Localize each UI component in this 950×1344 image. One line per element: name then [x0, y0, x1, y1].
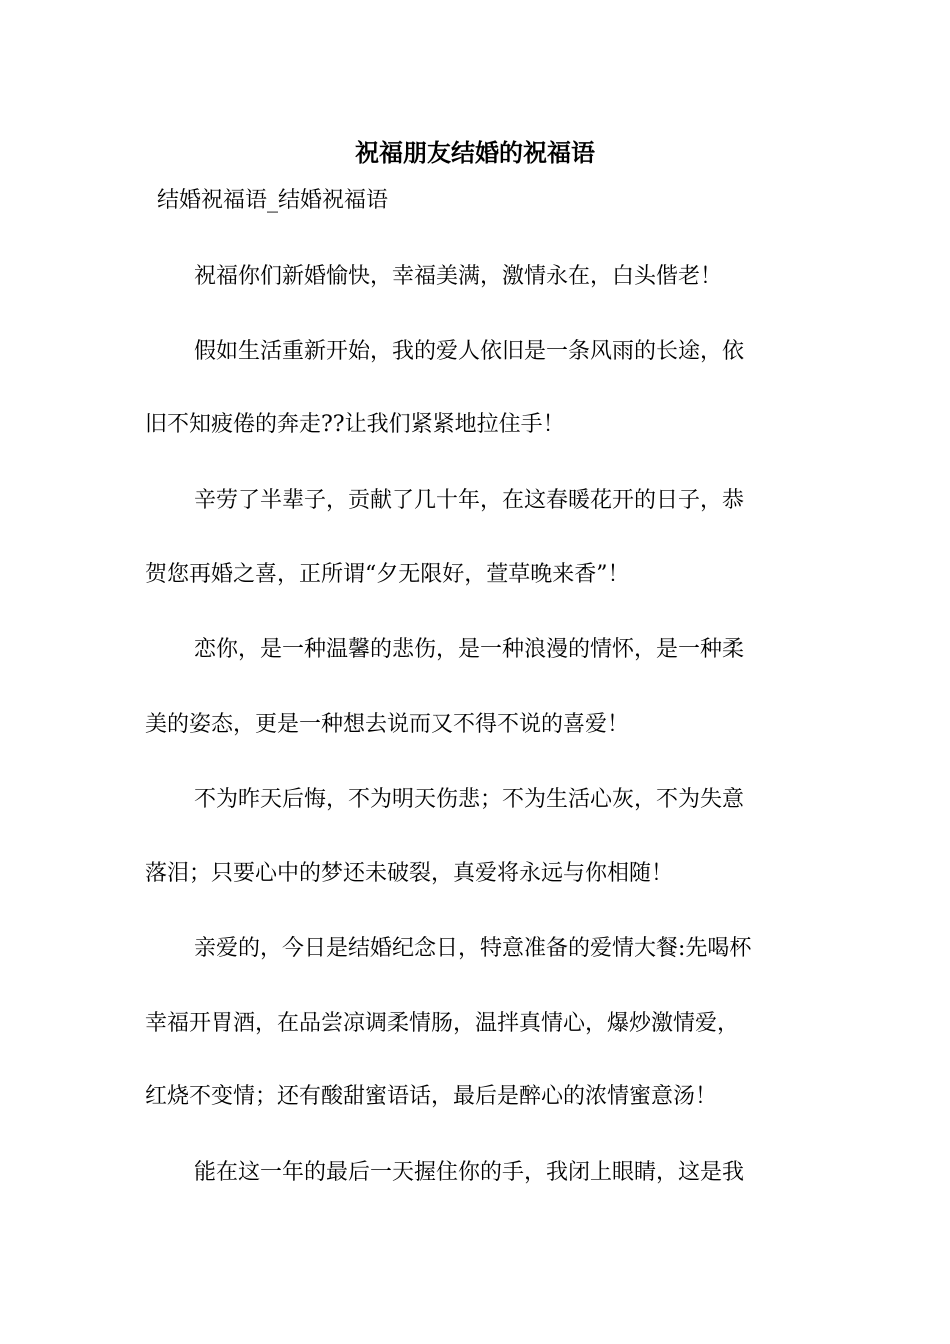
paragraph-4-line-1: 恋你，是一种温馨的悲伤，是一种浪漫的情怀，是一种柔	[194, 637, 745, 662]
paragraph-2-line-1: 假如生活重新开始，我的爱人依旧是一条风雨的长途，依	[194, 339, 745, 364]
document-subtitle: 结婚祝福语_结婚祝福语	[157, 188, 389, 213]
paragraph-6-line-3: 红烧不变情；还有酸甜蜜语话，最后是醉心的浓情蜜意汤！	[145, 1084, 718, 1109]
paragraph-2-line-2: 旧不知疲倦的奔走??让我们紧紧地拉住手！	[145, 412, 565, 437]
paragraph-7-line-1: 能在这一年的最后一天握住你的手，我闭上眼睛，这是我	[194, 1160, 745, 1185]
paragraph-3-line-2: 贺您再婚之喜，正所谓“夕无限好，萱草晚来香”！	[145, 562, 630, 587]
paragraph-5-line-2: 落泪；只要心中的梦还未破裂，真爱将永远与你相随！	[145, 861, 674, 886]
document-title: 祝福朋友结婚的祝福语	[355, 138, 595, 167]
paragraph-3-line-1: 辛劳了半辈子，贡献了几十年，在这春暖花开的日子，恭	[194, 488, 745, 513]
paragraph-4-line-2: 美的姿态，更是一种想去说而又不得不说的喜爱！	[145, 712, 630, 737]
paragraph-6-line-2: 幸福开胃酒，在品尝凉调柔情肠，温拌真情心，爆炒激情爱，	[145, 1011, 740, 1036]
paragraph-6-line-1: 亲爱的，今日是结婚纪念日，特意准备的爱情大餐:先喝杯	[194, 936, 752, 961]
paragraph-1-line-1: 祝福你们新婚愉快，幸福美满，激情永在，白头偕老！	[194, 264, 723, 289]
paragraph-5-line-1: 不为昨天后悔，不为明天伤悲；不为生活心灰，不为失意	[194, 787, 745, 812]
